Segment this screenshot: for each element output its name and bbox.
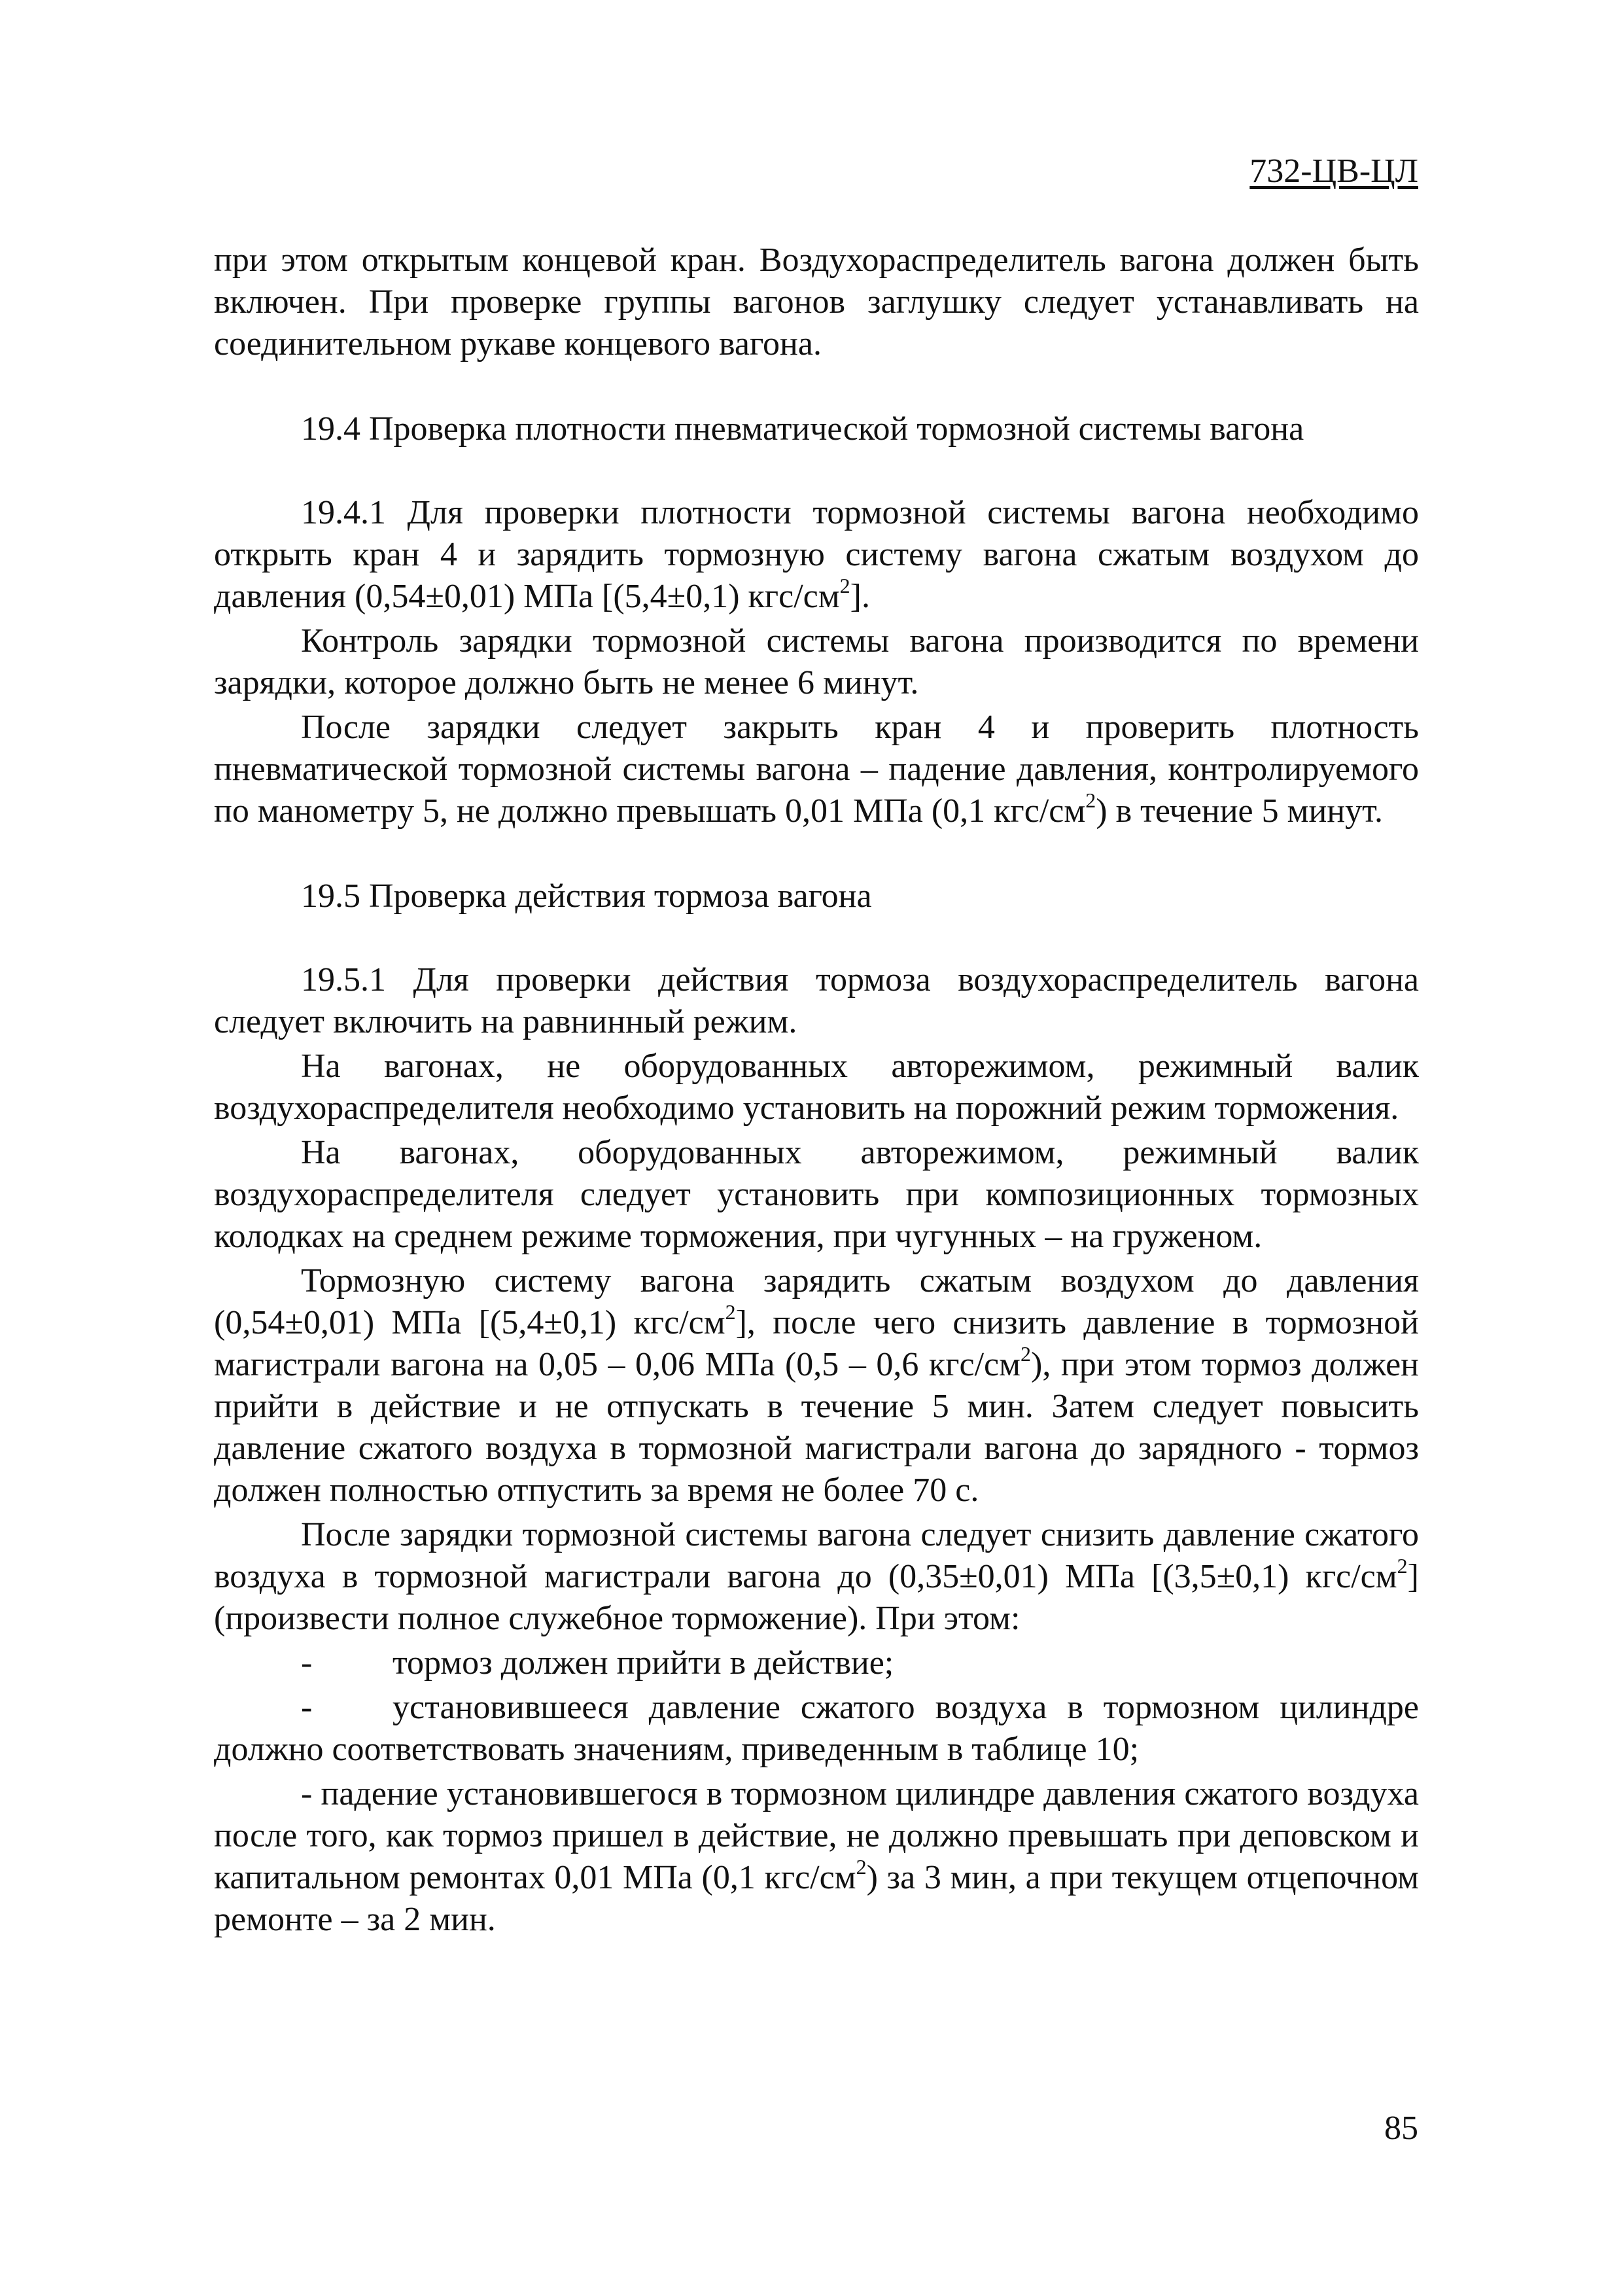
paragraph-charge-control: Контроль зарядки тормозной системы вагона производится по времени зарядки, которое должно быть не менее 6 минут. [214, 622, 1419, 701]
section-heading-19-4: 19.4 Проверка плотности пневматической тормозной системы вагона [301, 410, 1304, 448]
paragraph-text: 19.4.1 Для проверки плотности тормозной системы вагона необходимо открыть кран 4 и зарядить тормозную систему вагона сжатым воздухом до давления (0,54±0,01) МПа [(5,4±0,1) кгс/см [214, 494, 1419, 615]
paragraph-density-check [214, 707, 1419, 832]
paragraph-text: После зарядки следует закрыть кран 4 и проверить плотность пневматической тормозной системы вагона – падение давления, контролируемого по манометру 5, не должно превышать 0,01 МПа (0,1 кгс/см [214, 709, 1419, 830]
paragraph-text: ] (произвести полное служебное торможение). При этом: [214, 1558, 1419, 1637]
document-code: 732-ЦВ-ЦЛ [1249, 152, 1418, 190]
paragraph-19-4-1 [214, 492, 1419, 618]
superscript: 2 [725, 1300, 736, 1324]
page-body [214, 239, 1419, 1941]
paragraph-full-service-braking [214, 1514, 1419, 1640]
section-heading-19-5: 19.5 Проверка действия тормоза вагона [301, 877, 872, 915]
paragraph-continuation: при этом открытым концевой кран. Воздухораспределитель вагона должен быть включен. При проверке группы вагонов заглушку следует устанавливать на соединительном рукаве концевого вагона. [214, 241, 1419, 362]
paragraph-text: После зарядки тормозной системы вагона следует снизить давление сжатого воздуха в тормозной магистрали вагона до (0,35±0,01) МПа [(3,5±0,1) кгс/см [214, 1516, 1419, 1595]
paragraph-no-autoregime: На вагонах, не оборудованных авторежимом, режимный валик воздухораспределителя необходимо установить на порожний режим торможения. [214, 1048, 1419, 1127]
superscript: 2 [856, 1855, 867, 1879]
list-item-text: установившееся давление сжатого воздуха в тормозном цилиндре должно соответствовать значениям, приведенным в таблице 10; [214, 1689, 1419, 1768]
list-item-text: ) за 3 мин, а при текущем отцепочном ремонте – за 2 мин. [214, 1859, 1419, 1938]
paragraph-autoregime: На вагонах, оборудованных авторежимом, режимный валик воздухораспределителя следует установить при композиционных тормозных колодках на среднем режиме торможения, при чугунных – на груженом. [214, 1134, 1419, 1255]
list-item-text: тормоз должен прийти в действие; [393, 1644, 894, 1682]
page-number: 85 [1384, 2110, 1418, 2147]
list-item [214, 1773, 1419, 1941]
paragraph-text: ) в течение 5 минут. [1096, 792, 1383, 830]
list-dash: - [301, 1644, 313, 1682]
list-item [214, 1642, 1419, 1684]
list-item-text: - падение установившегося в тормозном цилиндре давления сжатого воздуха после того, как тормоз пришел в действие, не должно превышать при деповском и капитальном ремонтах 0,01 МПа (0,1 кгс/см [214, 1775, 1419, 1896]
superscript: 2 [1021, 1342, 1032, 1366]
paragraph-text: ), при этом тормоз должен прийти в действие и не отпускать в течение 5 мин. Затем следует повысить давление сжатого воздуха в тормозной магистрали вагона до зарядного - тормоз должен полностью отпустить за время не более 70 с. [214, 1346, 1419, 1509]
paragraph-brake-charge [214, 1260, 1419, 1511]
list-dash: - [301, 1689, 313, 1726]
list-item [214, 1687, 1419, 1771]
superscript: 2 [1397, 1554, 1408, 1578]
superscript: 2 [839, 574, 850, 597]
superscript: 2 [1085, 788, 1096, 812]
paragraph-19-5-1: 19.5.1 Для проверки действия тормоза воздухораспределитель вагона следует включить на равнинный режим. [214, 961, 1419, 1040]
paragraph-text: ], после чего снизить давление в тормозной магистрали вагона на 0,05 – 0,06 МПа (0,5 – 0,6 кгс/см [214, 1304, 1419, 1383]
paragraph-text: Тормозную систему вагона зарядить сжатым воздухом до давления (0,54±0,01) МПа [(5,4±0,1) кгс/см [214, 1262, 1419, 1341]
paragraph-text: ]. [850, 578, 870, 615]
